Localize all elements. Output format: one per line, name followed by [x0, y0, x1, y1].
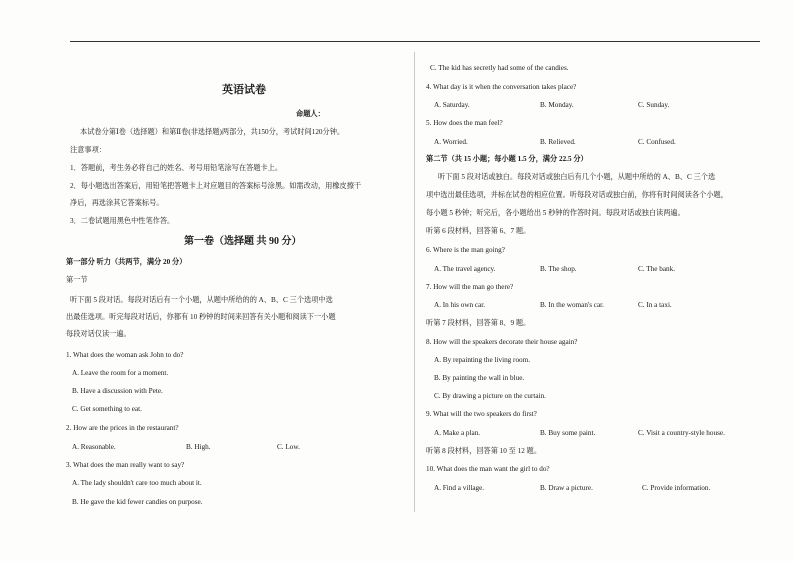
material-8-heading: 听第 8 段材料，回答第 10 至 12 题。: [426, 447, 542, 455]
q6-option-c: C. The bank.: [638, 265, 675, 273]
q6-option-a: A. The travel agency.: [434, 265, 496, 273]
q1-option-b: B. Have a discussion with Pete.: [72, 387, 163, 395]
q7-option-a: A. In his own car.: [434, 301, 486, 309]
q8-option-b: B. By painting the wall in blue.: [434, 374, 525, 382]
author-label: 命题人：: [296, 110, 325, 118]
question-6: 6. Where is the man going?: [426, 246, 505, 254]
q3-option-b: B. He gave the kid fewer candies on purpose.: [72, 498, 203, 506]
top-rule: [70, 41, 760, 42]
notice-title: 注意事项：: [70, 146, 106, 154]
question-1: 1. What does the woman ask John to do?: [66, 351, 184, 359]
question-7: 7. How will the man go there?: [426, 283, 514, 291]
q1-option-a: A. Leave the room for a moment.: [72, 369, 169, 377]
q3-option-c: C. The kid has secretly had some of the candies.: [430, 64, 569, 72]
q1-option-c: C. Get something to eat.: [72, 405, 142, 413]
question-10: 10. What does the man want the girl to do?: [426, 465, 550, 473]
question-2: 2. How are the prices in the restaurant?: [66, 424, 179, 432]
q3-option-a: A. The lady shouldn't care too much about it.: [72, 479, 202, 487]
q2-option-c: C. Low.: [277, 443, 300, 451]
q4-option-c: C. Sunday.: [638, 101, 670, 109]
material-7-heading: 听第 7 段材料，回答第 8、9 题。: [426, 319, 531, 327]
q10-option-c: C. Provide information.: [642, 484, 711, 492]
question-8: 8. How will the speakers decorate their house again?: [426, 338, 578, 346]
part1-title: 第一卷（选择题 共 90 分）: [184, 236, 302, 247]
note-2-cont: 净后，再选涂其它答案标号。: [70, 199, 164, 207]
q9-option-a: A. Make a plan.: [434, 429, 481, 437]
q7-option-c: C. In a taxi.: [638, 301, 672, 309]
q2-option-a: A. Reasonable.: [72, 443, 116, 451]
note-1: 1．答题前，考生务必将自己的姓名、考号用铅笔涂写在答题卡上。: [70, 164, 283, 172]
intro-text: 本试卷分第Ⅰ卷（选择题）和第Ⅱ卷(非选择题)两部分，共150分，考试时间120分钟。: [80, 128, 345, 136]
question-5: 5. How does the man feel?: [426, 119, 503, 127]
q7-option-b: B. In the woman's car.: [540, 301, 604, 309]
q9-option-b: B. Buy some paint.: [540, 429, 596, 437]
question-3: 3. What does the man really want to say?: [66, 461, 185, 469]
q5-option-b: B. Relieved.: [540, 138, 576, 146]
question-9: 9. What will the two speakers do first?: [426, 410, 537, 418]
instruction-line-1: 听下面 5 段对话。每段对话后有一个小题，从题中所给的的 A、B、C 三个选项中选: [70, 296, 333, 304]
q2-option-b: B. High.: [186, 443, 211, 451]
q5-option-a: A. Worried.: [434, 138, 468, 146]
instruction2-line-3: 每小题 5 秒钟；听完后，各小题给出 5 秒钟的作答时间。每段对话或独白读两遍。: [426, 209, 685, 217]
note-3: 3．二卷试题用黑色中性笔作答。: [70, 217, 175, 225]
q8-option-c: C. By drawing a picture on the curtain.: [434, 392, 546, 400]
q5-option-c: C. Confused.: [638, 138, 676, 146]
question-4: 4. What day is it when the conversation takes place?: [426, 83, 577, 91]
note-2: 2．每小题选出答案后，用铅笔把答题卡上对应题目的答案标号涂黑。如需改动，用橡皮擦干: [70, 182, 362, 190]
q4-option-b: B. Monday.: [540, 101, 574, 109]
q4-option-a: A. Saturday.: [434, 101, 470, 109]
section-a-title: 第一部分 听力（共两节，满分 20 分）: [66, 258, 187, 266]
q9-option-c: C. Visit a country-style house.: [638, 429, 725, 437]
instruction2-line-1: 听下面 5 段对话或独白。每段对话或独白后有几个小题，从题中所给的 A、B、C 三个选: [438, 173, 716, 181]
q10-option-a: A. Find a village.: [434, 484, 485, 492]
material-6-heading: 听第 6 段材料，回答第 6、7 题。: [426, 227, 531, 235]
q10-option-b: B. Draw a picture.: [540, 484, 593, 492]
exam-title: 英语试卷: [222, 84, 266, 96]
subsection-1: 第一节: [66, 276, 88, 284]
column-divider: [414, 52, 415, 512]
q6-option-b: B. The shop.: [540, 265, 577, 273]
q8-option-a: A. By repainting the living room.: [434, 356, 531, 364]
instruction-line-2: 出最佳选项。听完每段对话后，你都有 10 秒钟的时间来回答有关小题和阅读下一小题: [66, 313, 336, 321]
instruction2-line-2: 项中选出最佳选项，并标在试卷的相应位置。听每段对话或独白前，你将有时间阅读各个小题，: [426, 191, 728, 199]
subsection-2: 第二节（共 15 小题；每小题 1.5 分，满分 22.5 分）: [426, 155, 588, 163]
instruction-line-3: 每段对话仅读一遍。: [66, 330, 131, 338]
